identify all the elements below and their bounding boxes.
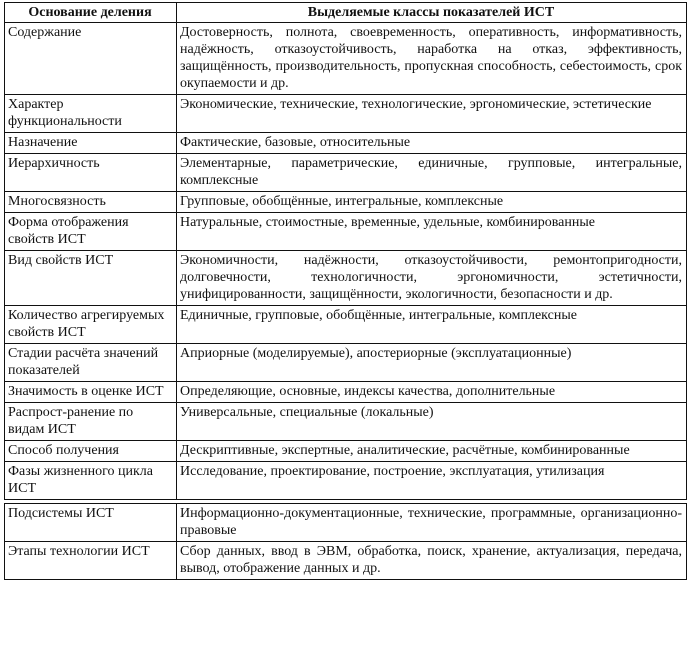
row-classes: Натуральные, стоимостные, временные, удельные, комбинированные [177,213,687,251]
table-row [5,23,687,95]
row-basis: Форма отображения свойств ИСТ [5,213,177,251]
row-basis: Этапы технологии ИСТ [5,542,177,580]
table-row [5,403,687,441]
table-row [5,344,687,382]
row-classes: Экономичности, надёжности, отказоустойчивости, ремонтопригодности, долговечности, технологичности, эргономичности, эстетичности, унифицированности, защищённости, экологичности, безопасности и др. [177,251,687,306]
classification-table [4,2,687,580]
row-classes: Универсальные, специальные (локальные) [177,403,687,441]
row-basis: Распрост-ранение по видам ИСТ [5,403,177,441]
table-row [5,213,687,251]
row-classes: Групповые, обобщённые, интегральные, комплексные [177,192,687,213]
row-basis: Подсистемы ИСТ [5,504,177,542]
table-row [5,306,687,344]
header-basis: Основание деления [5,3,177,23]
table-row [5,382,687,403]
row-basis: Количество агрегируемых свойств ИСТ [5,306,177,344]
row-classes: Дескриптивные, экспертные, аналитические, расчётные, комбинированные [177,441,687,462]
row-classes: Исследование, проектирование, построение, эксплуатация, утилизация [177,462,687,500]
table-row [5,504,687,542]
row-basis: Иерархичность [5,154,177,192]
header-row [5,3,687,23]
row-basis: Характер функциональности [5,95,177,133]
row-classes: Определяющие, основные, индексы качества, дополнительные [177,382,687,403]
table-row [5,462,687,500]
classification-table-container [4,2,686,580]
table-row [5,251,687,306]
row-basis: Значимость в оценке ИСТ [5,382,177,403]
row-classes: Априорные (моделируемые), апостериорные (эксплуатационные) [177,344,687,382]
row-classes: Сбор данных, ввод в ЭВМ, обработка, поиск, хранение, актуализация, передача, вывод, отображение данных и др. [177,542,687,580]
row-basis: Назначение [5,133,177,154]
row-basis: Стадии расчёта значений показателей [5,344,177,382]
table-row [5,95,687,133]
table-row [5,192,687,213]
row-basis: Вид свойств ИСТ [5,251,177,306]
row-classes: Достоверность, полнота, своевременность, оперативность, информативность, надёжность, отказоустойчивость, наработка на отказ, эффективность, защищённость, производительность, пропускная способность, себестоимость, срок окупаемости и др. [177,23,687,95]
table-row [5,133,687,154]
header-classes: Выделяемые классы показателей ИСТ [177,3,687,23]
table-row [5,154,687,192]
table-row [5,542,687,580]
row-basis: Фазы жизненного цикла ИСТ [5,462,177,500]
row-basis: Многосвязность [5,192,177,213]
row-classes: Единичные, групповые, обобщённые, интегральные, комплексные [177,306,687,344]
row-classes: Экономические, технические, технологические, эргономические, эстетические [177,95,687,133]
row-classes: Информационно-документационные, технические, программные, организационно-правовые [177,504,687,542]
table-body [5,23,687,580]
table-row [5,441,687,462]
row-basis: Содержание [5,23,177,95]
row-basis: Способ получения [5,441,177,462]
row-classes: Элементарные, параметрические, единичные, групповые, интегральные, комплексные [177,154,687,192]
row-classes: Фактические, базовые, относительные [177,133,687,154]
